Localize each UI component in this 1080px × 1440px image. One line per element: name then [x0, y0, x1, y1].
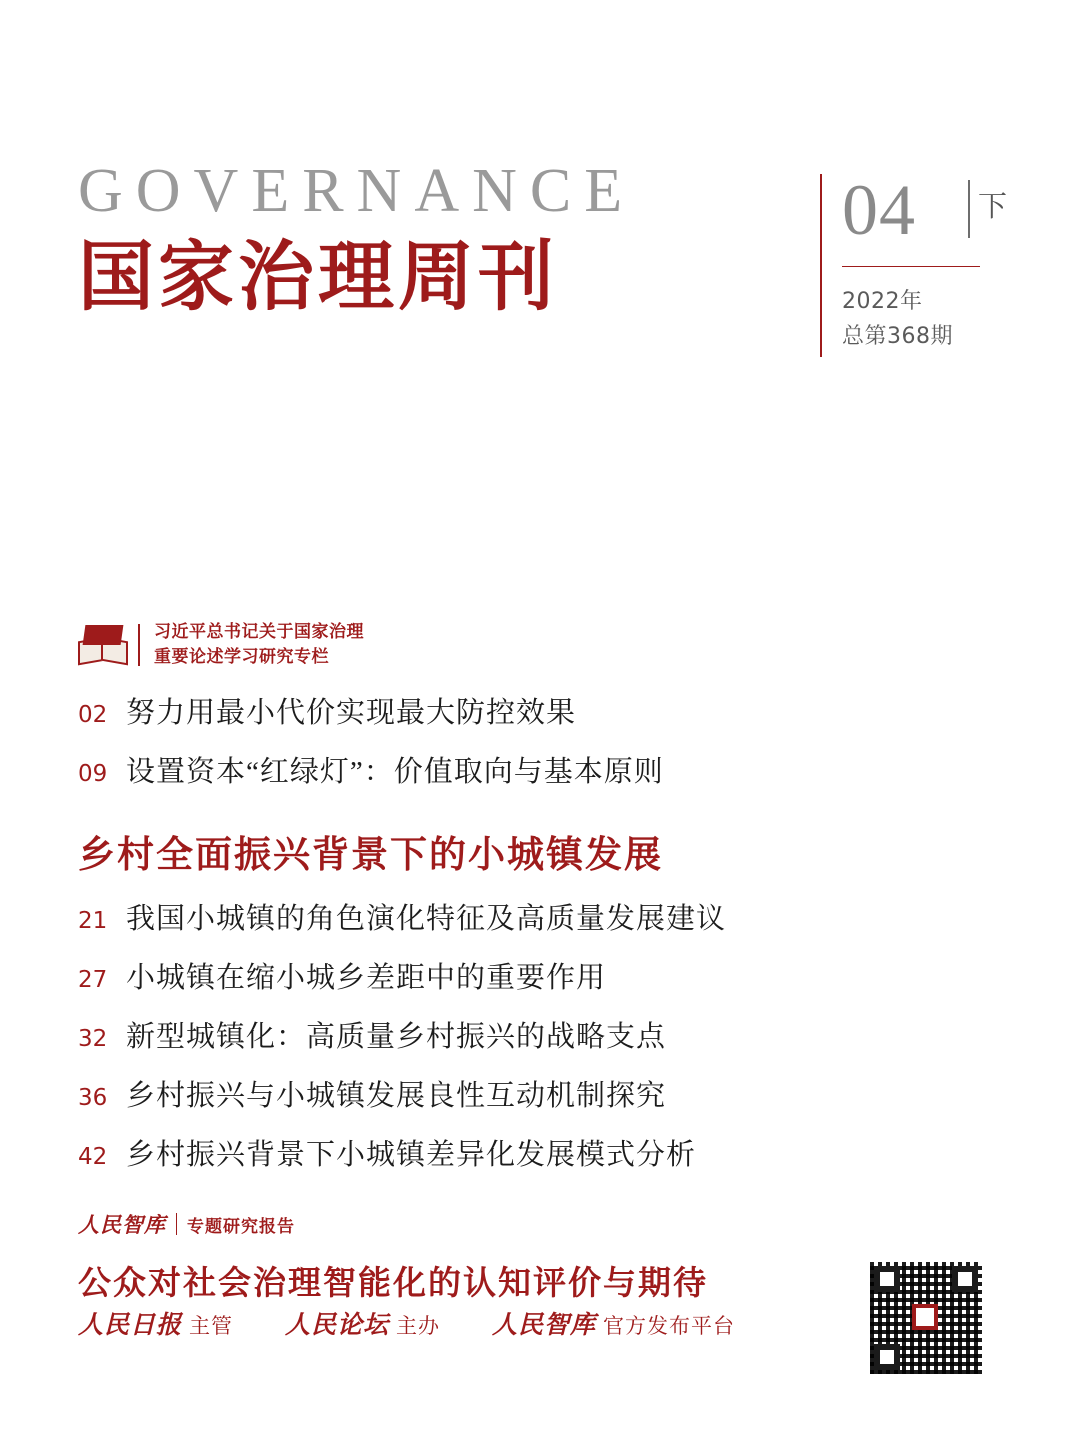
column-rule — [138, 624, 140, 666]
footer-entry-people-daily — [78, 1305, 233, 1341]
magazine-title: 国家治理周刊 — [78, 232, 558, 321]
people-daily-role: 主管 — [189, 1314, 234, 1338]
column-header-line1: 习近平总书记关于国家治理 — [154, 621, 364, 642]
people-daily-logo: 人民日报 — [78, 1310, 183, 1339]
masthead-titles — [78, 157, 678, 321]
issue-block — [820, 170, 1010, 359]
issue-half-rule — [968, 180, 970, 238]
list-item[interactable] — [78, 749, 978, 790]
list-item[interactable] — [78, 896, 978, 937]
toc-article-title[interactable]: 乡村振兴背景下小城镇差异化发展模式分析 — [126, 1139, 697, 1171]
footer-entry-rmzk — [492, 1305, 735, 1341]
toc-article-title[interactable]: 新型城镇化：高质量乡村振兴的战略支点 — [126, 1021, 667, 1053]
feature-section-title: 乡村全面振兴背景下的小城镇发展 — [78, 833, 663, 876]
toc-page-number: 02 — [78, 702, 108, 728]
toc-page-number: 36 — [78, 1085, 108, 1111]
report-label: 专题研究报告 — [187, 1216, 295, 1237]
issue-year: 2022年 — [842, 289, 923, 314]
people-think-tank-role: 官方发布平台 — [603, 1314, 736, 1338]
list-item[interactable] — [78, 690, 978, 731]
footer-entry-rmlt — [285, 1305, 440, 1341]
toc-article-title[interactable]: 设置资本“红绿灯”：价值取向与基本原则 — [126, 756, 664, 788]
renmin-think-tank-logo: 人民智库 — [78, 1212, 166, 1237]
toc-article-title[interactable]: 小城镇在缩小城乡差距中的重要作用 — [126, 962, 607, 994]
english-title: GOVERNANCE — [78, 157, 636, 225]
issue-total-number: 总第368期 — [842, 324, 953, 349]
footer — [78, 1305, 787, 1341]
toc-page-number: 42 — [78, 1144, 108, 1170]
list-item[interactable] — [78, 1132, 978, 1173]
toc-article-title[interactable]: 乡村振兴与小城镇发展良性互动机制探究 — [126, 1080, 667, 1112]
column-header-line2: 重要论述学习研究专栏 — [154, 647, 329, 667]
issue-half: 下 — [978, 189, 1008, 223]
qr-finder-top-left — [874, 1266, 900, 1292]
list-item[interactable] — [78, 955, 978, 996]
qr-finder-bottom-left — [874, 1344, 900, 1370]
table-of-contents — [78, 618, 978, 1304]
toc-page-number: 27 — [78, 967, 108, 993]
report-title[interactable]: 公众对社会治理智能化的认知评价与期待 — [78, 1263, 708, 1302]
open-book-icon — [78, 623, 128, 667]
toc-article-title[interactable]: 努力用最小代价实现最大防控效果 — [126, 697, 577, 729]
people-forum-role: 主办 — [396, 1314, 441, 1338]
toc-article-title[interactable]: 我国小城镇的角色演化特征及高质量发展建议 — [126, 903, 727, 935]
report-header — [78, 1209, 978, 1239]
qr-code[interactable] — [866, 1258, 986, 1378]
list-item[interactable] — [78, 1073, 978, 1114]
issue-divider — [842, 266, 980, 267]
people-forum-logo: 人民论坛 — [285, 1310, 390, 1339]
report-rule — [176, 1213, 177, 1235]
column-header-text — [154, 620, 364, 671]
toc-page-number: 09 — [78, 761, 108, 787]
issue-vertical-rule — [820, 174, 822, 357]
issue-number: 04 — [842, 170, 916, 250]
qr-finder-top-right — [952, 1266, 978, 1292]
list-item[interactable] — [78, 1014, 978, 1055]
column-header — [78, 618, 978, 672]
toc-page-number: 21 — [78, 908, 108, 934]
toc-page-number: 32 — [78, 1026, 108, 1052]
people-think-tank-logo: 人民智库 — [492, 1310, 597, 1339]
